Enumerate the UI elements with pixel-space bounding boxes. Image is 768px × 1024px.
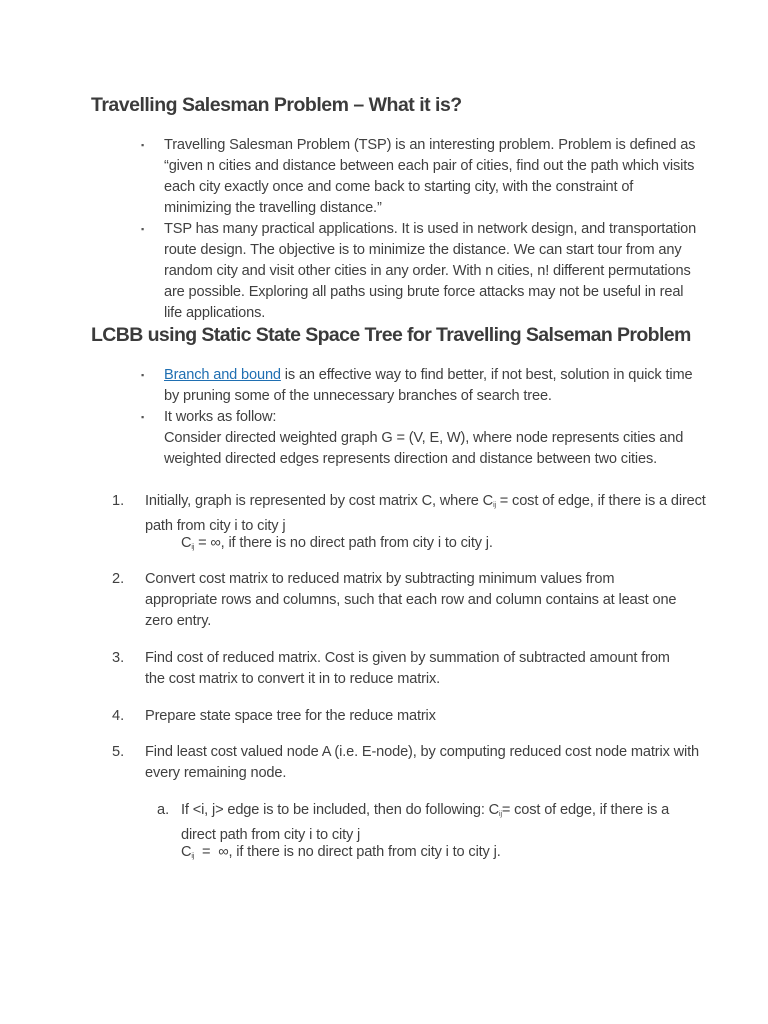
section-heading-lcbb: LCBB using Static State Space Tree for Travelling Salseman Problem	[91, 324, 691, 346]
bullet-marker: ▪	[141, 140, 145, 150]
works-as-follow-paragraph	[164, 407, 694, 470]
step-1-text-b: = cost of edge, if there is a direct path from city i to city j	[145, 493, 706, 534]
directed-graph-text: Consider directed weighted graph G = (V, E, W), where node represents cities and weighted directed edges represents direction and distance between two cities.	[164, 430, 684, 467]
subscript: ij	[499, 811, 502, 818]
substep-a-text	[181, 800, 706, 846]
cost-symbol: C	[181, 844, 192, 860]
step-1-continuation-text: = ∞, if there is no direct path from city i to city j.	[194, 535, 493, 551]
step-1-continuation	[181, 533, 681, 558]
works-as-follow-line: It works as follow:	[164, 409, 277, 425]
step-number: 1.	[112, 493, 125, 509]
substep-a-text-b: = cost of edge, if there is a direct path from city i to city j	[181, 802, 670, 843]
step-1-text	[145, 491, 707, 537]
branch-and-bound-paragraph	[164, 365, 704, 407]
step-number: 4.	[112, 708, 125, 724]
subscript: ij	[191, 853, 195, 860]
step-5-text: Find least cost valued node A (i.e. E-node), by computing reduced cost node matrix with every remaining node.	[145, 744, 699, 781]
branch-and-bound-text: is an effective way to find better, if not best, solution in quick time by pruning some of the unnecessary branches of search tree.	[164, 367, 693, 404]
tsp-applications-paragraph: TSP has many practical applications. It is used in network design, and transportation route design. The objective is to minimize the distance. We can start tour from any random city and visit other cities in any order. With n cities, n! different permutations are possible. Exploring all paths using brute force attacks may not be useful in real life applications.	[164, 221, 697, 321]
substep-letter: a.	[157, 802, 170, 818]
bullet-marker: ▪	[141, 370, 145, 380]
section-heading-tsp: Travelling Salesman Problem – What it is?	[91, 94, 462, 116]
step-number: 5.	[112, 744, 125, 760]
step-1-text-a: Initially, graph is represented by cost matrix C, where C	[145, 493, 494, 509]
cost-symbol: C	[181, 535, 192, 551]
step-2-text: Convert cost matrix to reduced matrix by subtracting minimum values from appropriate rows and columns, such that each row and column contains at least one zero entry.	[145, 571, 677, 629]
bullet-marker: ▪	[141, 224, 145, 234]
branch-and-bound-link[interactable]: Branch and bound	[164, 367, 281, 383]
substep-a-continuation-text: = ∞, if there is no direct path from city i to city j.	[194, 844, 501, 860]
step-number: 3.	[112, 650, 125, 666]
substep-a-continuation	[181, 842, 681, 867]
step-3-text: Find cost of reduced matrix. Cost is given by summation of subtracted amount from the cost matrix to convert it in to reduce matrix.	[145, 650, 670, 687]
tsp-definition-paragraph: Travelling Salesman Problem (TSP) is an interesting problem. Problem is defined as “given n cities and distance between each pair of cities, find out the path which visits each city exactly once and come back to starting city, with the constraint of minimizing the travelling distance.”	[164, 137, 696, 216]
substep-a-text-a: If <i, j> edge is to be included, then do following: C	[181, 802, 500, 818]
bullet-marker: ▪	[141, 412, 145, 422]
step-4-text: Prepare state space tree for the reduce matrix	[145, 708, 436, 724]
subscript: ij	[493, 502, 496, 509]
step-number: 2.	[112, 571, 125, 587]
subscript: ij	[191, 544, 195, 551]
